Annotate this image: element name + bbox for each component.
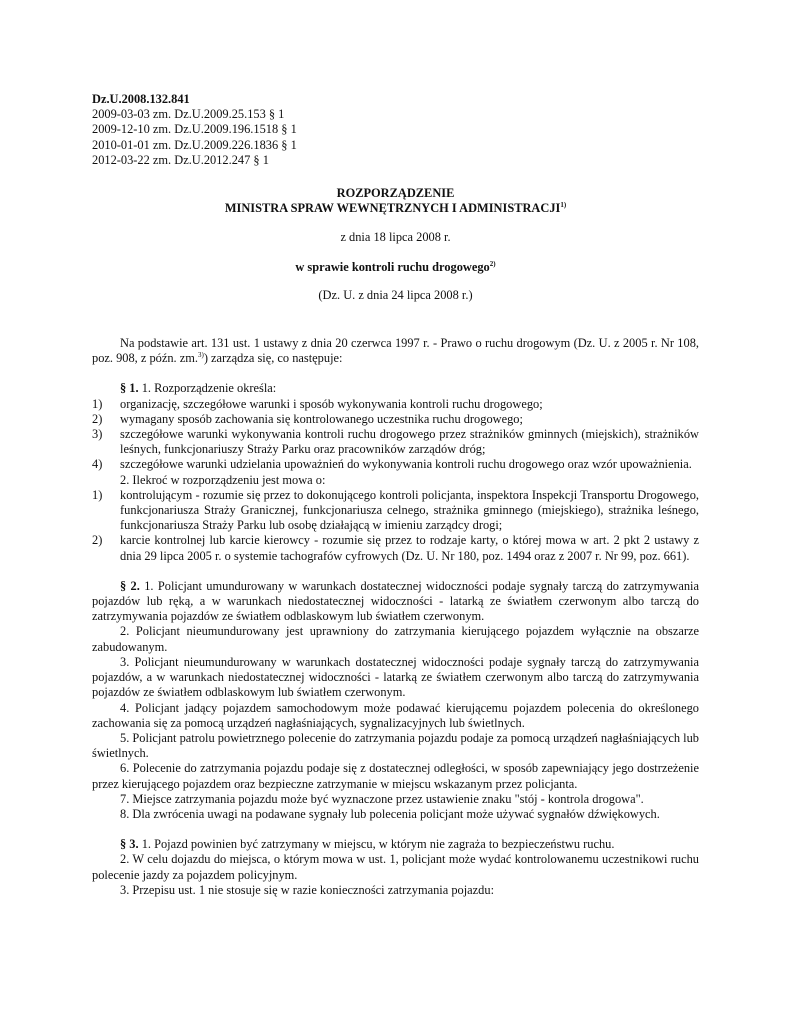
section-paragraph: 6. Polecenie do zatrzymania pojazdu podaje się z dostatecznej odległości, w sposób zapewniający jego dostrzeżenie przez kierującego pojazdem oraz bezpieczne zatrzymanie w miejscu wskazanym przez policjanta. [92,761,699,791]
section-paragraph: 3. Przepisu ust. 1 nie stosuje się w razie konieczności zatrzymania pojazdu: [120,882,495,897]
amendment-line: 2009-03-03 zm. Dz.U.2009.25.153 § 1 [92,107,285,122]
regulation-subject: w sprawie kontroli ruchu drogowego$^{2)}$ [295,259,496,274]
document-header [92,92,699,168]
list-item: 2) wymagany sposób zachowania się kontrolowanego uczestnika ruchu drogowego; [92,411,523,426]
section-paragraph: 2. Policjant nieumundurowany jest uprawniony do zatrzymania kierującego pojazdem wyłącznie na obszarze zabudowanym. [92,624,699,654]
section-paragraph: § 1. 1. Rozporządzenie określa: [120,381,277,396]
section-mark: § 3. [120,837,139,852]
section-paragraph: 8. Dla zwrócenia uwagi na podawane sygnały lub polecenia policjant może używać sygnałów dźwiękowych. [120,806,660,821]
section-paragraph: 7. Miejsce zatrzymania pojazdu może być wyznaczone przez ustawienie znaku "stój - kontrola drogowa". [120,791,644,806]
section-1 [92,381,699,563]
publication-info: (Dz. U. z dnia 24 lipca 2008 r.) [318,287,473,302]
section-3 [92,837,699,898]
section-paragraph: 2. Ilekroć w rozporządzeniu jest mowa o: [120,472,326,487]
section-paragraph: 2. W celu dojazdu do miejsca, o którym mowa w ust. 1, policjant może wydać kontrolowanemu uczestnikowi ruchu polecenie jazdy za pojazdem policyjnym. [92,852,699,882]
journal-reference: Dz.U.2008.132.841 [92,92,190,106]
list-item: 3) szczegółowe warunki wykonywania kontroli ruchu drogowego przez strażników gminnych (miejskich), strażników leśnych, funkcjonariuszy Straży Parku oraz pracowników zarządów dróg; [92,427,699,457]
amendment-line: 2009-12-10 zm. Dz.U.2009.196.1518 § 1 [92,122,297,137]
section-paragraph: 5. Policjant patrolu powietrznego polecenie do zatrzymania pojazdu podaje za pomocą urządzeń nagłaśniających lub świetlnych. [92,730,699,761]
amendment-line: 2012-03-22 zm. Dz.U.2012.247 § 1 [92,152,269,167]
footnote-ref: 2) [489,259,496,268]
section-paragraph: 4. Policjant jadący pojazdem samochodowym może podawać kierującemu pojazdem polecenia do określonego zachowania się za pomocą urządzeń nagłaśniających, sygnalizacyjnych lub świetlnych. [92,700,699,730]
regulation-title: ROZPORZĄDZENIE [336,186,455,201]
regulation-date: z dnia 18 lipca 2008 r. [340,230,451,245]
footnote-ref: 1) [560,201,567,210]
section-paragraph: § 3. 1. Pojazd powinien być zatrzymany w miejscu, w którym nie zagraża to bezpieczeństwu ruchu. [120,837,615,852]
section-paragraph: 3. Policjant nieumundurowany w warunkach dostatecznej widoczności podaje sygnały tarczą do zatrzymywania pojazdów, a w warunkach niedostatecznej widoczności - latarką ze światłem czerwonym albo tarczą do zatrzymywania pojazdów ze światłem odblaskowym lub światłem czerwonym. [92,654,699,700]
list-item: 2) karcie kontrolnej lub karcie kierowcy - rozumie się przez to rodzaje karty, o której mowa w art. 2 pkt 2 ustawy z dnia 29 lipca 2005 r. o systemie tachografów cyfrowych (Dz. U. Nr 180, poz. 1494 oraz z 2007 r. Nr 99, poz. 661). [92,533,699,563]
amendment-line: 2010-01-01 zm. Dz.U.2009.226.1836 § 1 [92,137,297,152]
regulation-issuer: MINISTRA SPRAW WEWNĘTRZNYCH I ADMINISTRACJI$^{1)}$ [224,201,567,216]
list-item: 4) szczegółowe warunki udzielania upoważnień do wykonywania kontroli ruchu drogowego oraz wzór upoważnienia. [92,457,692,472]
list-item: 1) organizację, szczegółowe warunki i sposób wykonywania kontroli ruchu drogowego; [92,396,543,411]
list-item: 1) kontrolującym - rozumie się przez to dokonującego kontroli policjanta, inspektora Inspekcji Transportu Drogowego, funkcjonariusza Straży Granicznej, funkcjonariusza celnego, strażnika gminnego (miejskiego), strażnika leśnego, funkcjonariusza Straży Parku lub osobę działającą w imieniu zarządcy drogi; [92,487,699,533]
legal-basis-paragraph: Na podstawie art. 131 ust. 1 ustawy z dnia 20 czerwca 1997 r. - Prawo o ruchu drogowym (Dz. U. z 2005 r. Nr 108, poz. 908, z późn. zm.$^{3)}$) zarządza się, co następuje: [92,336,699,366]
section-mark: § 1. [120,381,139,396]
footnote-ref: 3) [197,351,204,360]
section-2 [92,579,699,822]
document-page [92,92,699,898]
section-paragraph: § 2. 1. Policjant umundurowany w warunkach dostatecznej widoczności podaje sygnały tarczą do zatrzymywania pojazdów lub ręką, a w warunkach niedostatecznej widoczności - latarką ze światłem czerwonym albo tarczą do zatrzymywania pojazdów ze światłem odblaskowym lub światłem czerwonym. [92,578,700,624]
section-mark: § 2. [120,578,140,593]
